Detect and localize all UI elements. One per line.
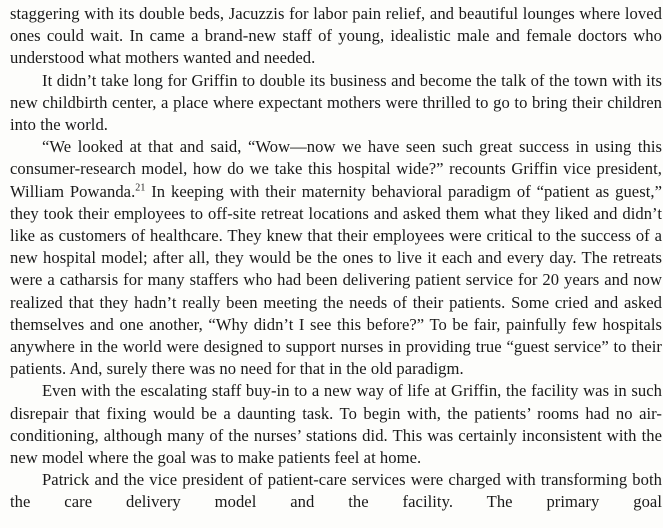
footnote-ref-21: 21 xyxy=(135,182,146,194)
paragraph-3 xyxy=(10,136,662,380)
paragraph-4: Even with the escalating staff buy-in to a new way of life at Griffin, the facility was in such disrepair that fixing would be a daunting task. To begin with, the patients’ rooms had no air-conditioning, although many of the nurses’ stations did. This was certainly inconsistent with the new model where the goal was to make patients feel at home. xyxy=(10,381,662,468)
paragraph-3-text-after-ref: In keeping with their maternity behavioral paradigm of “patient as guest,” they took their employees to off-site retreat locations and asked them what they liked and didn’t like as customers of healthcare. They knew that their employees were critical to the success of a new hospital model; after all, they would be the ones to live it each and every day. The retreats were a catharsis for many staffers who had been delivering patient service for 20 years and now realized that they hadn’t really been meeting the needs of their patients. Some cried and asked themselves and one another, “Why didn’t I see this before?” To be fair, painfully few hospitals anywhere in the world were designed to support nurses in providing true “guest service” to their patients. And, surely there was no need for that in the old paradigm. xyxy=(10,181,662,379)
paragraph-5: Patrick and the vice president of patient-care services were charged with transforming both the care delivery model and the facility. The primary goal xyxy=(10,470,662,512)
paragraph-1: staggering with its double beds, Jacuzzis for labor pain relief, and beautiful lounges where loved ones could wait. In came a brand-new staff of young, idealistic male and female doctors who understood what mothers wanted and needed. xyxy=(10,4,662,68)
body-text xyxy=(10,3,662,514)
paragraph-3-text-before-ref: “We looked at that and said, “Wow—now we have seen such great success in using this consumer-research model, how do we take this hospital wide?” recounts Griffin vice president, William Powanda. xyxy=(10,137,662,201)
paragraph-2: It didn’t take long for Griffin to double its business and become the talk of the town with its new childbirth center, a place where expectant mothers were thrilled to go to bring their children into the world. xyxy=(10,70,662,135)
